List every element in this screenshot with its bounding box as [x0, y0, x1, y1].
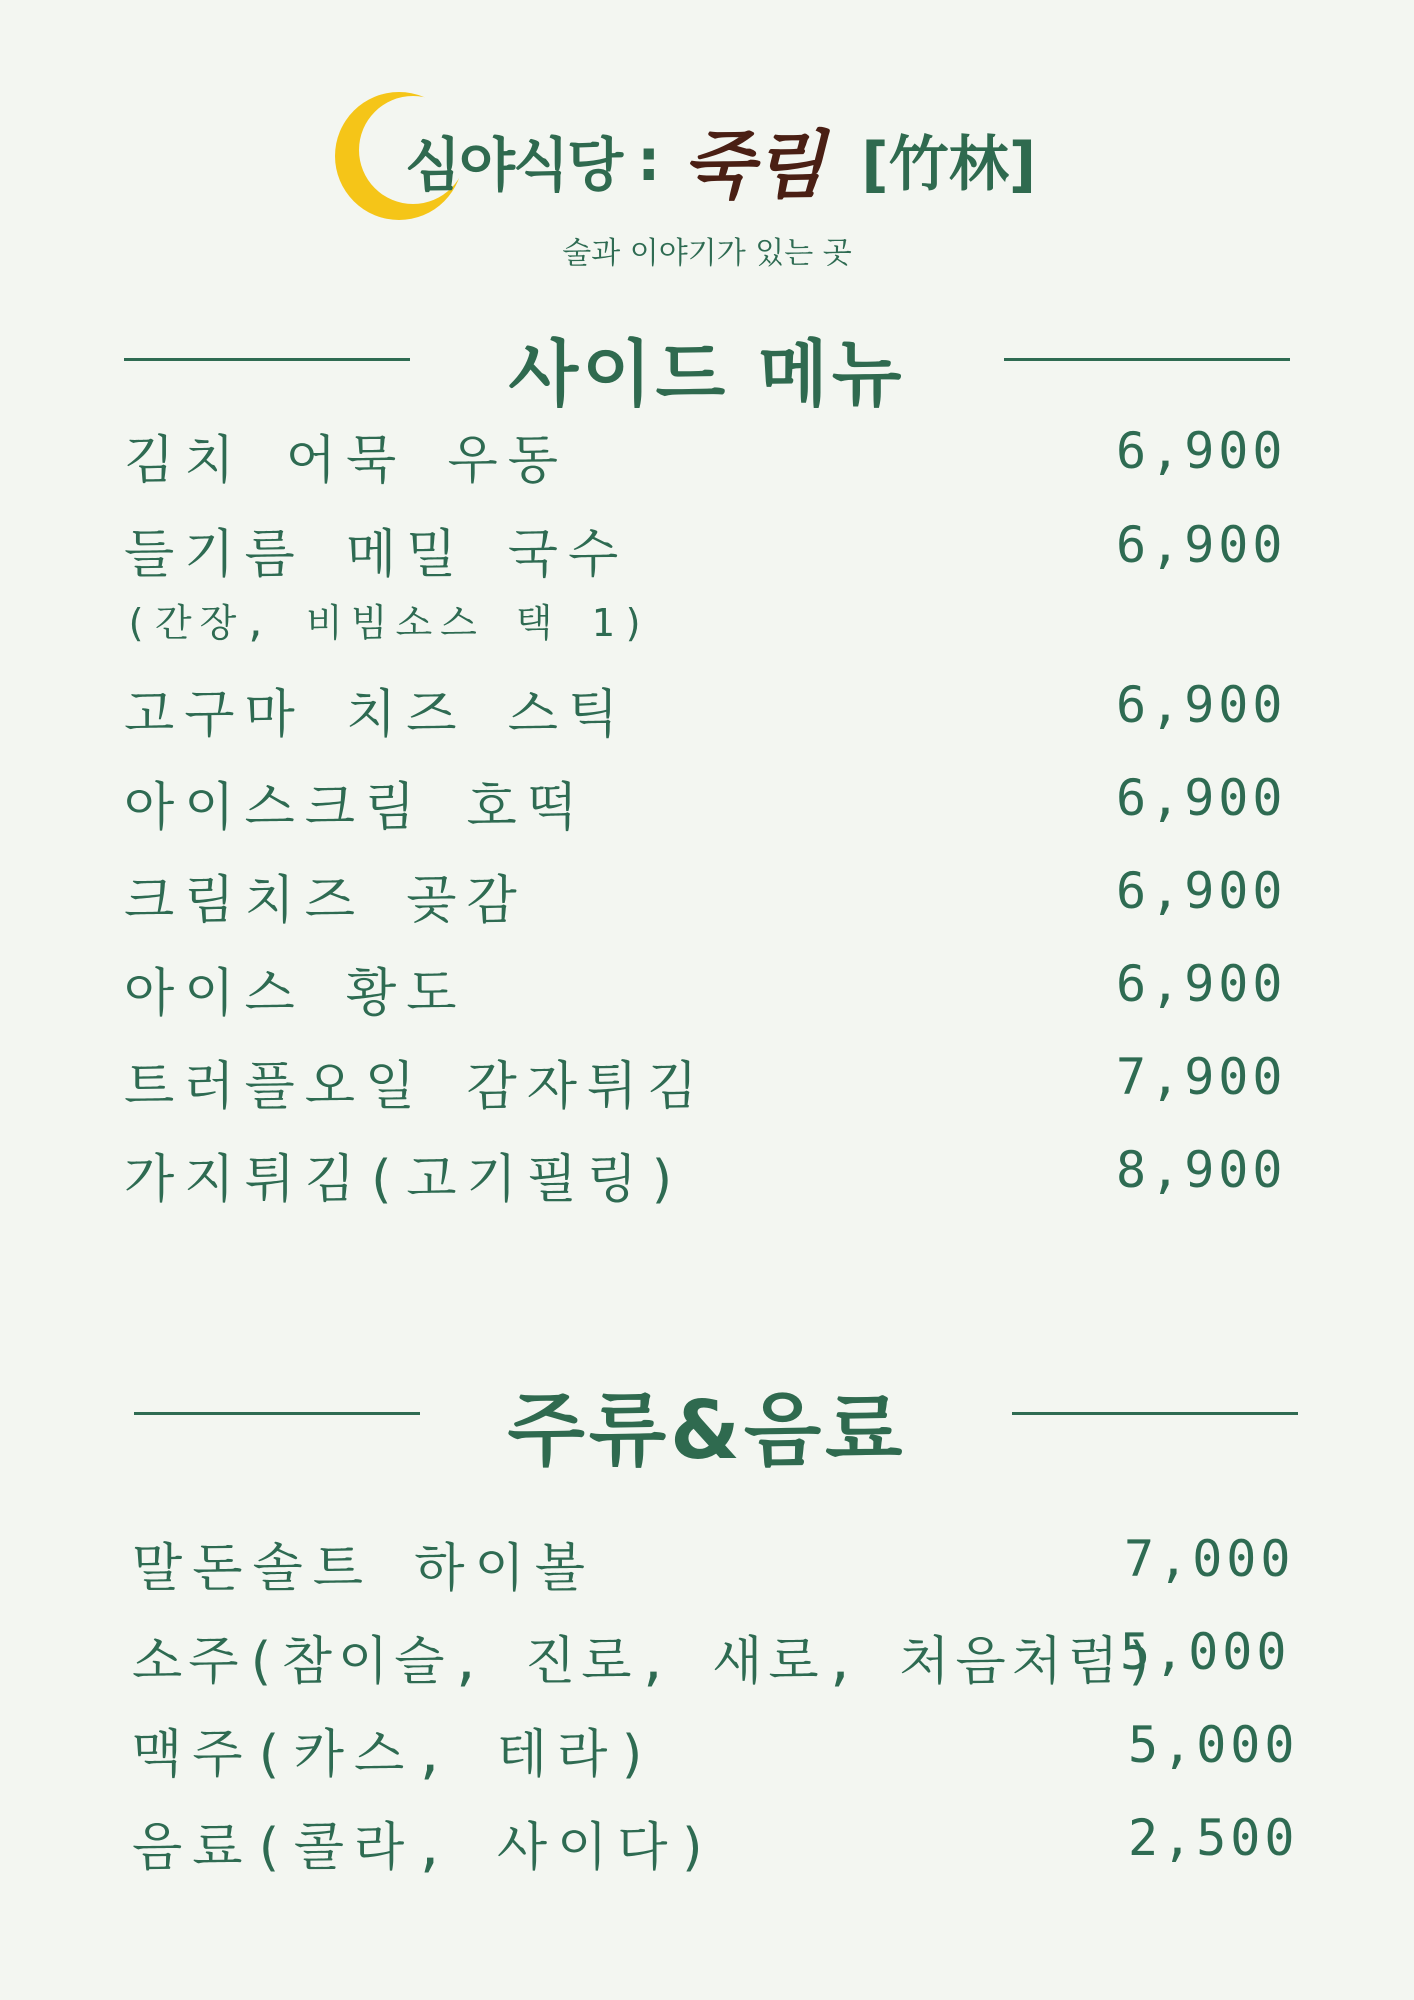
restaurant-name-hanja: [竹林] [861, 130, 1037, 200]
item-note: (간장, 비빔소스 택 1) [124, 601, 654, 645]
item-name: 말돈솔트 하이볼 [132, 1539, 595, 1599]
item-price: 6,900 [1116, 955, 1287, 1013]
item-price: 5,000 [1128, 1716, 1299, 1774]
item-name: 음료(콜라, 사이다) [132, 1818, 719, 1878]
restaurant-name: 죽림 [682, 123, 826, 209]
item-name: 크림치즈 곶감 [124, 871, 527, 931]
item-name: 트러플오일 감자튀김 [124, 1057, 708, 1117]
item-price: 6,900 [1116, 862, 1287, 920]
list-item [124, 1137, 1287, 1210]
list-item [124, 512, 1287, 585]
list-item [132, 1805, 1299, 1878]
item-price: 6,900 [1116, 422, 1287, 480]
divider-right [1004, 358, 1290, 361]
side-menu-heading [0, 300, 1414, 416]
list-item [124, 951, 1287, 1024]
item-price: 7,900 [1116, 1048, 1287, 1106]
tagline: 술과 이야기가 있는 곳 [562, 236, 852, 271]
item-name: 소주(참이슬, 진로, 새로, 처음처럼) [132, 1632, 1162, 1692]
item-name: 아이스 황도 [124, 964, 467, 1024]
item-name: 아이스크림 호떡 [124, 778, 587, 838]
title-main: 심야식당 [405, 131, 622, 199]
list-item [132, 1526, 1295, 1599]
item-name: 고구마 치즈 스틱 [124, 685, 629, 745]
list-item [132, 1619, 1292, 1692]
item-price: 8,900 [1116, 1141, 1287, 1199]
divider-right [1012, 1412, 1298, 1415]
list-item [124, 1044, 1287, 1117]
list-item [132, 1712, 1299, 1785]
list-item [124, 765, 1287, 838]
list-item [124, 672, 1287, 745]
item-price: 5,000 [1120, 1623, 1291, 1681]
item-price: 6,900 [1116, 516, 1287, 574]
restaurant-title [405, 120, 1037, 209]
section-title-drinks: 주류&음료 [507, 1384, 907, 1477]
menu-header [0, 80, 1414, 280]
list-item [124, 418, 1287, 491]
item-name: 김치 어묵 우동 [124, 431, 569, 491]
item-price: 7,000 [1124, 1530, 1295, 1588]
item-price: 6,900 [1116, 676, 1287, 734]
list-item [124, 858, 1287, 931]
section-title-side-menu: 사이드 메뉴 [508, 332, 906, 416]
item-name: 맥주(카스, 테라) [132, 1725, 659, 1785]
drinks-heading [0, 1352, 1414, 1477]
item-price: 2,500 [1128, 1809, 1299, 1867]
item-name: 들기름 메밀 국수 [124, 525, 629, 585]
item-name: 가지튀김(고기필링) [124, 1150, 689, 1210]
title-colon: : [637, 126, 661, 194]
item-price: 6,900 [1116, 769, 1287, 827]
